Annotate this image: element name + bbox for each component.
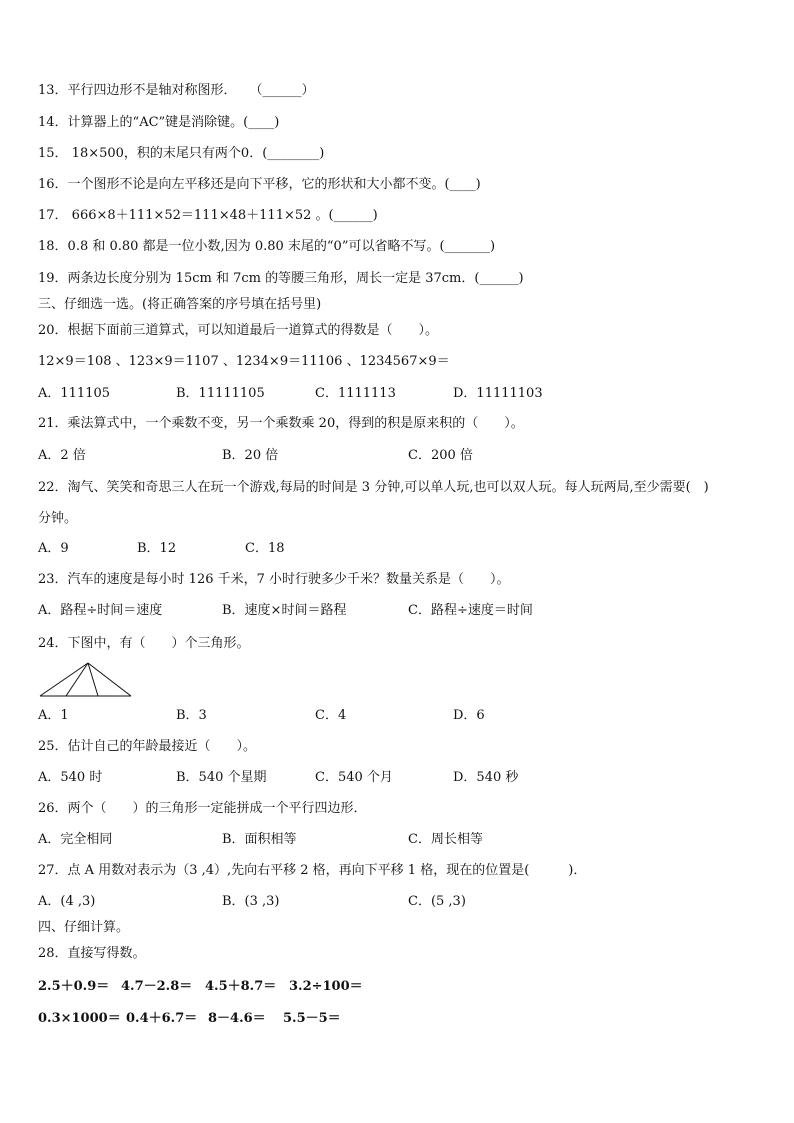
question-17: 17． 666×8＋111×52＝111×48＋111×52 。(______) bbox=[38, 208, 378, 223]
option-c: C．1111113 bbox=[315, 386, 396, 401]
option-a: A．540 时 bbox=[38, 770, 103, 785]
option-c: C．200 倍 bbox=[408, 448, 473, 463]
option-a: A．9 bbox=[38, 541, 69, 556]
option-b: B．面积相等 bbox=[222, 832, 297, 847]
question-22-stem-cont: 分钟。 bbox=[38, 511, 78, 526]
calc-item: 8－4.6＝ bbox=[208, 1011, 266, 1026]
question-16: 16．一个图形不论是向左平移还是向下平移，它的形状和大小都不变。(____) bbox=[38, 177, 481, 192]
option-a: A．1 bbox=[38, 708, 69, 723]
option-c: C．(5 ,3) bbox=[408, 894, 466, 909]
option-c: C．4 bbox=[315, 708, 347, 723]
option-d: D．540 秒 bbox=[453, 770, 519, 785]
question-20-stem: 20．根据下面前三道算式，可以知道最后一道算式的得数是（ ）。 bbox=[38, 323, 439, 338]
option-b: B．12 bbox=[137, 541, 177, 556]
question-24-stem: 24．下图中，有（ ）个三角形。 bbox=[38, 636, 250, 651]
triangle-figure bbox=[38, 660, 134, 700]
option-b: B．20 倍 bbox=[222, 448, 279, 463]
section-4-title: 四、仔细计算。 bbox=[38, 920, 130, 935]
calc-item: 4.5＋8.7＝ bbox=[205, 979, 277, 994]
option-c: C．路程÷速度＝时间 bbox=[408, 603, 533, 618]
calc-item: 4.7－2.8＝ bbox=[121, 979, 193, 994]
question-13: 13．平行四边形不是轴对称图形． （______） bbox=[38, 83, 315, 98]
question-21-stem: 21．乘法算式中，一个乘数不变，另一个乘数乘 20，得到的积是原来积的（ ）。 bbox=[38, 416, 524, 431]
option-b: B．速度×时间＝路程 bbox=[222, 603, 347, 618]
calc-item: 0.4＋6.7＝ bbox=[126, 1011, 198, 1026]
question-23-stem: 23．汽车的速度是每小时 126 千米，7 小时行驶多少千米？数量关系是（ ）。 bbox=[38, 572, 510, 587]
triangle-inner-line-2 bbox=[88, 663, 98, 696]
question-18: 18．0.8 和 0.80 都是一位小数,因为 0.80 末尾的“0”可以省略不写。(_______) bbox=[38, 239, 496, 254]
triangle-inner-line-1 bbox=[66, 663, 88, 696]
option-a: A．(4 ,3) bbox=[38, 894, 96, 909]
triangle-left-side bbox=[40, 663, 88, 696]
calc-item: 3.2÷100＝ bbox=[289, 979, 363, 994]
option-b: B．540 个星期 bbox=[176, 770, 267, 785]
option-a: A．路程÷时间＝速度 bbox=[38, 603, 163, 618]
question-14: 14．计算器上的“AC”键是消除键。(____) bbox=[38, 115, 280, 130]
question-27-stem: 27．点 A 用数对表示为（3 ,4）,先向右平移 2 格，再向下平移 1 格，现在的位置是( )． bbox=[38, 863, 587, 878]
option-a: A．完全相同 bbox=[38, 832, 113, 847]
triangle-right-side bbox=[88, 663, 131, 696]
section-3-title: 三、仔细选一选。(将正确答案的序号填在括号里) bbox=[38, 297, 322, 312]
question-25-stem: 25．估计自己的年龄最接近（ ）。 bbox=[38, 739, 257, 754]
option-d: D．11111103 bbox=[453, 386, 543, 401]
question-19: 19．两条边长度分别为 15cm 和 7cm 的等腰三角形，周长一定是 37cm．(______) bbox=[38, 271, 524, 286]
calc-item: 0.3×1000＝ bbox=[38, 1011, 121, 1026]
question-28-stem: 28．直接写得数。 bbox=[38, 946, 146, 961]
question-26-stem: 26．两个（ ）的三角形一定能拼成一个平行四边形． bbox=[38, 801, 367, 816]
question-22-stem: 22．淘气、笑笑和奇思三人在玩一个游戏,每局的时间是 3 分钟,可以单人玩,也可以双人玩。每人玩两局,至少需要( ) bbox=[38, 480, 709, 495]
option-a: A．2 倍 bbox=[38, 448, 86, 463]
question-20-formula: 12×9＝108 、123×9＝1107 、1234×9＝11106 、1234567×9＝ bbox=[38, 354, 450, 369]
option-a: A．111105 bbox=[38, 386, 111, 401]
option-b: B．11111105 bbox=[176, 386, 265, 401]
option-b: B．(3 ,3) bbox=[222, 894, 280, 909]
question-15: 15． 18×500，积的末尾只有两个0．(________) bbox=[38, 146, 325, 161]
option-b: B．3 bbox=[176, 708, 207, 723]
option-c: C．540 个月 bbox=[315, 770, 393, 785]
option-d: D．6 bbox=[453, 708, 485, 723]
option-c: C．18 bbox=[245, 541, 285, 556]
option-c: C．周长相等 bbox=[408, 832, 483, 847]
calc-item: 5.5－5＝ bbox=[283, 1011, 341, 1026]
calc-item: 2.5＋0.9＝ bbox=[38, 979, 110, 994]
